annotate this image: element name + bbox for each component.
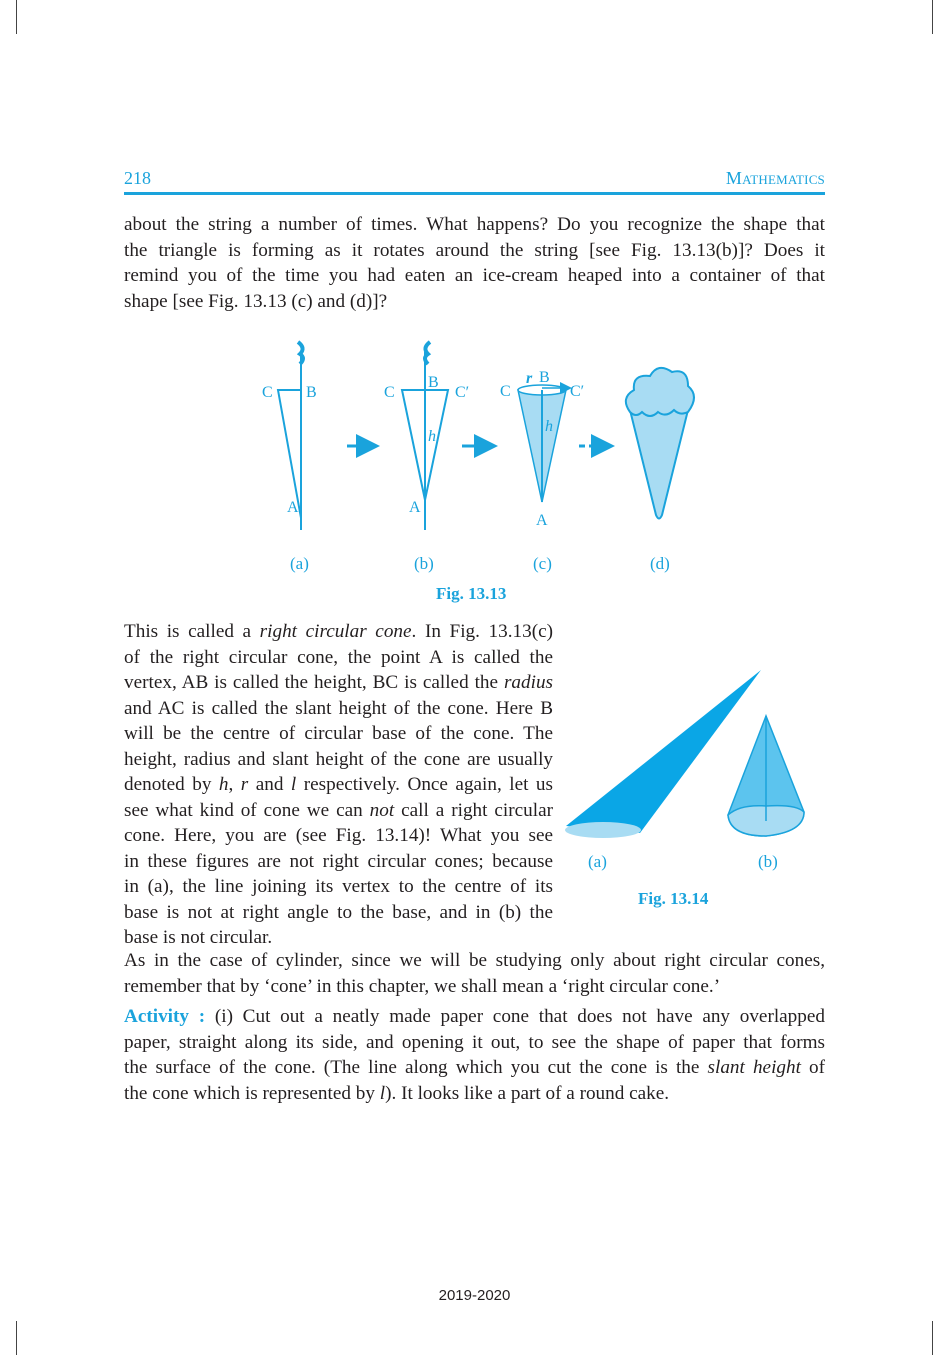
figure-13-14 xyxy=(555,660,825,850)
subfig-label-a: (a) xyxy=(588,852,607,871)
label-B: B xyxy=(428,374,439,391)
label-C-prime: C′ xyxy=(455,384,470,401)
label-C-prime: C′ xyxy=(570,383,585,400)
activity-label: Activity : xyxy=(124,1006,206,1027)
label-C: C xyxy=(500,383,511,400)
text-line: This is called a right circular cone. In Fig. 13.13(c) xyxy=(124,621,553,642)
fig-13-13-b xyxy=(384,342,469,530)
label-A: A xyxy=(536,512,548,529)
subfig-label-d: (d) xyxy=(650,554,670,573)
figure-caption-13-13: Fig. 13.13 xyxy=(436,584,507,603)
text-line: about the string a number of times. What happens? Do you recognize the shape that xyxy=(124,214,825,235)
intro-paragraph xyxy=(124,212,825,314)
text-line: vertex, AB is called the height, BC is called the radius xyxy=(124,672,553,693)
text-line: base is not circular. xyxy=(124,927,273,948)
text-line: remember that by ‘cone’ in this chapter, we shall mean a ‘right circular cone.’ xyxy=(124,975,721,997)
page-number: 218 xyxy=(124,168,151,188)
fig-13-13-d xyxy=(626,368,694,519)
label-A: A xyxy=(409,499,421,516)
subfig-label-b: (b) xyxy=(414,554,434,573)
crop-mark xyxy=(16,1321,17,1355)
crop-mark xyxy=(932,0,933,34)
text-line: remind you of the time you had eaten an ice-cream heaped into a container of that xyxy=(124,265,825,286)
text-line: denoted by h, r and l respectively. Once again, let us xyxy=(124,774,553,795)
text-line: will be the centre of circular base of the cone. The xyxy=(124,723,553,744)
crop-mark xyxy=(16,0,17,34)
text-line: base is not at right angle to the base, and in (b) the xyxy=(124,901,553,923)
fig-13-14-b-noncircular-cone xyxy=(728,716,804,836)
subfig-label-a: (a) xyxy=(290,554,309,573)
text-line: and AC is called the slant height of the cone. Here B xyxy=(124,697,553,719)
text-line: see what kind of cone we can not call a right circular xyxy=(124,799,553,821)
label-h: h xyxy=(428,428,436,445)
running-title: Mathematics xyxy=(725,168,825,188)
cone-definition-paragraph xyxy=(124,619,553,951)
subfig-label-b: (b) xyxy=(758,852,778,871)
subfig-label-c: (c) xyxy=(533,554,552,573)
label-B: B xyxy=(539,369,550,386)
text-line: in (a), the line joining its vertex to the centre of its xyxy=(124,876,553,897)
label-h: h xyxy=(545,418,553,435)
activity-paragraph xyxy=(124,1004,825,1106)
label-B: B xyxy=(306,384,317,401)
fig-13-13-c xyxy=(500,369,584,529)
text-line: paper, straight along its side, and opening it out, to see the shape of paper that forms xyxy=(124,1031,825,1053)
label-C: C xyxy=(262,384,273,401)
text-line: height, radius and slant height of the cone are usually xyxy=(124,748,553,770)
text-line: the surface of the cone. (The line along which you cut the cone is the slant height of xyxy=(124,1057,826,1078)
text-line: cone. Here, you are (see Fig. 13.14)! What you see xyxy=(124,825,553,846)
text-line: the triangle is forming as it rotates around the string [see Fig. 13.13(b)]? Does it xyxy=(124,239,825,261)
text-line: in these figures are not right circular cones; because xyxy=(124,850,553,872)
figure-caption-13-14: Fig. 13.14 xyxy=(638,889,709,908)
fig-13-13-a xyxy=(262,342,317,530)
text-line: of the right circular cone, the point A is called the xyxy=(124,646,553,668)
footer-year: 2019-2020 xyxy=(438,1287,511,1304)
cylinder-note-paragraph xyxy=(124,948,825,999)
crop-mark xyxy=(932,1321,933,1355)
figure-13-13 xyxy=(0,330,949,530)
label-C: C xyxy=(384,384,395,401)
label-A: A xyxy=(287,499,299,516)
text-line: shape [see Fig. 13.13 (c) and (d)]? xyxy=(124,290,388,312)
text-line: Activity : (i) Cut out a neatly made paper cone that does not have any overlapped xyxy=(124,1006,825,1027)
text-line: the cone which is represented by l). It looks like a part of a round cake. xyxy=(124,1082,670,1104)
text-line: As in the case of cylinder, since we will be studying only about right circular cones, xyxy=(124,950,825,971)
label-r: r xyxy=(526,370,533,387)
header-rule xyxy=(124,192,825,195)
